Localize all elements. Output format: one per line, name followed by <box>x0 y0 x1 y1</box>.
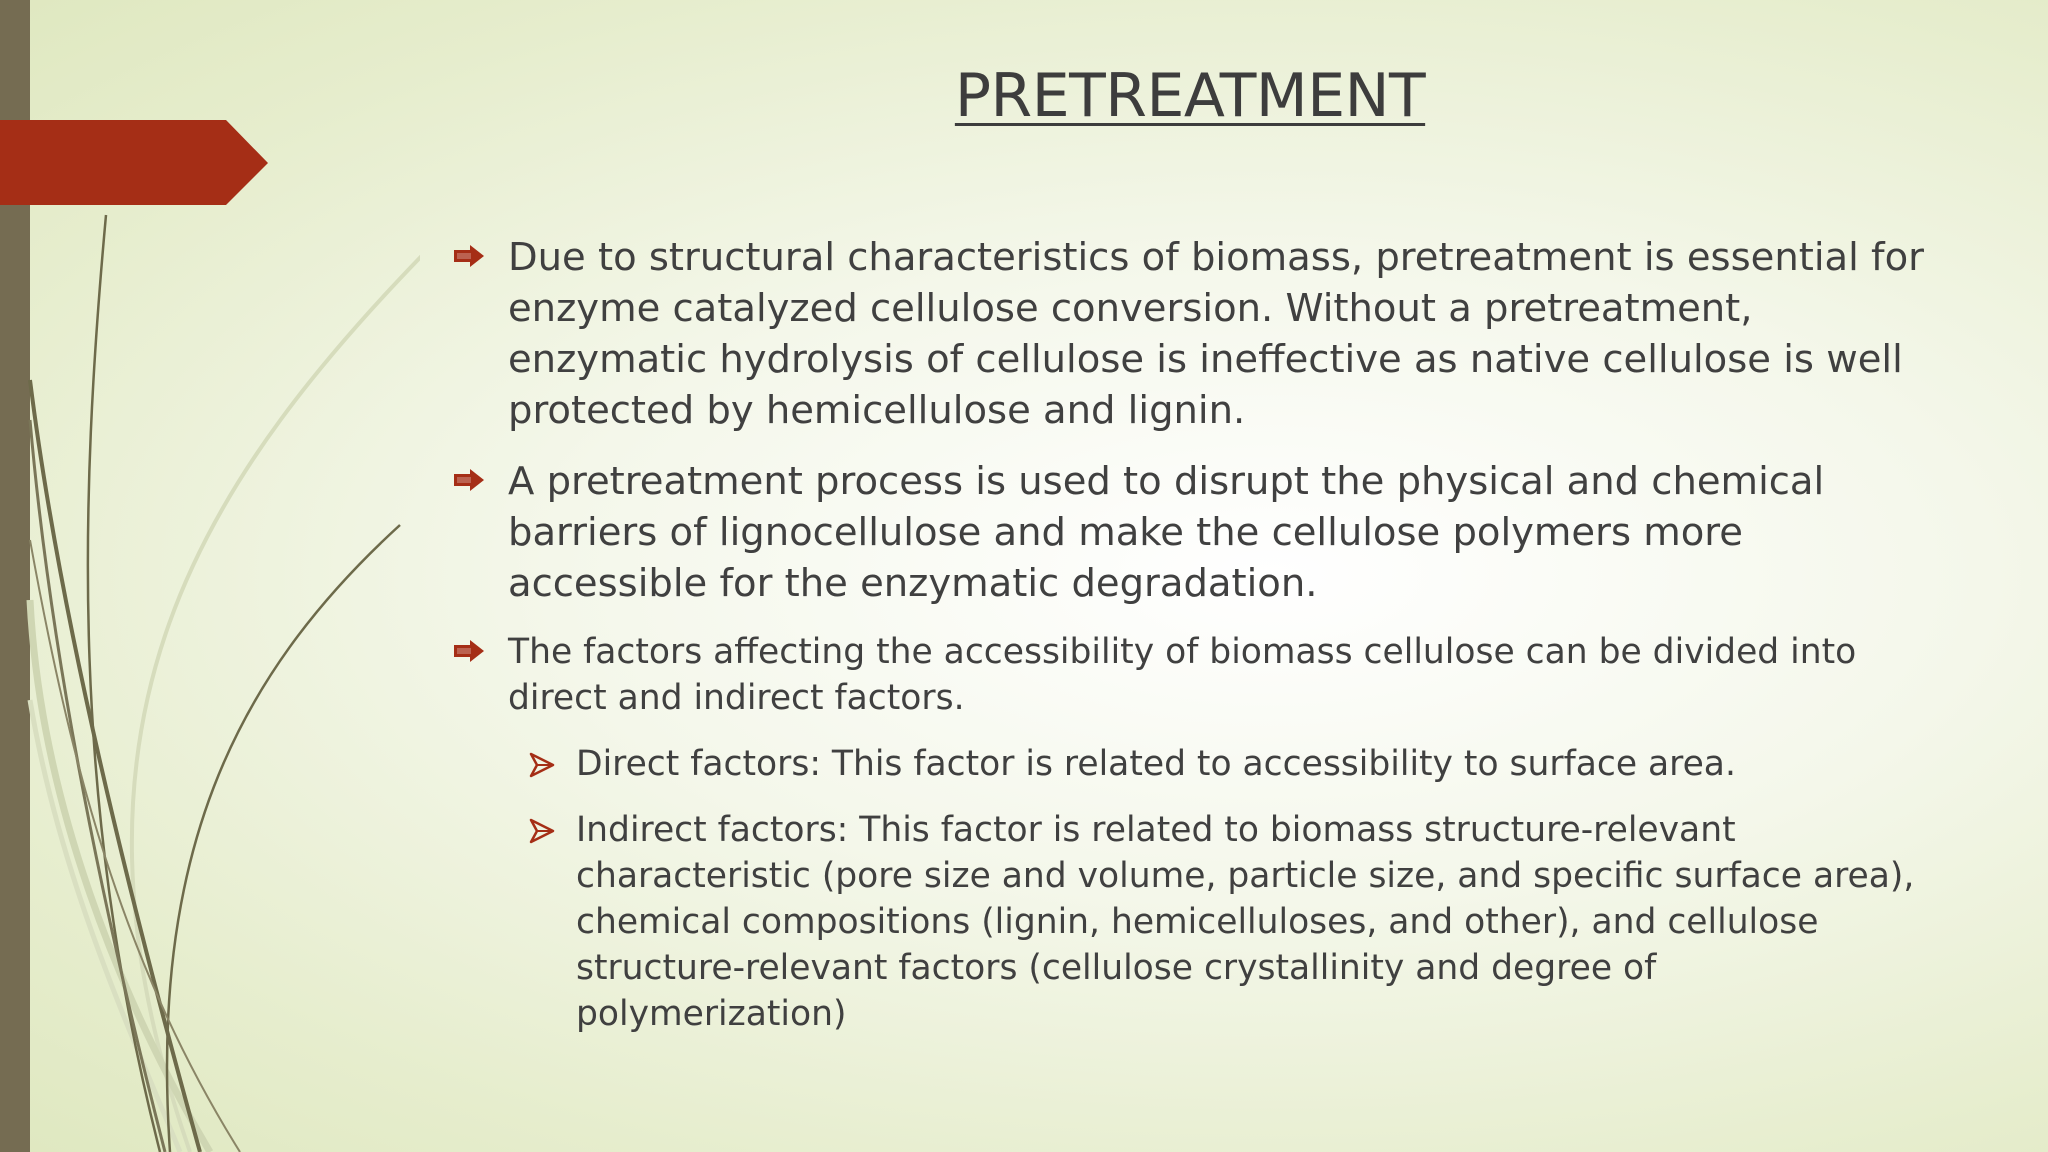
chevron-arrow-icon <box>528 817 556 845</box>
arrow-bullet-icon <box>452 244 486 268</box>
chevron-arrow-icon <box>528 751 556 779</box>
decorative-grass-lines <box>0 0 420 1152</box>
bullet-text: A pretreatment process is used to disrupt the physical and chemical barriers of lignocellulose and make the cellulose polymers more accessible for the enzymatic degradation. <box>508 459 1825 606</box>
bullet-list <box>450 232 1930 1057</box>
list-item <box>450 456 1930 609</box>
arrow-bullet-icon <box>452 639 486 663</box>
list-item <box>450 741 1930 787</box>
bullet-text: The factors affecting the accessibility of biomass cellulose can be divided into direct and indirect factors. <box>508 632 1857 718</box>
list-item <box>450 807 1930 1037</box>
bullet-text: Due to structural characteristics of biomass, pretreatment is essential for enzyme catalyzed cellulose conversion. Without a pretreatment, enzymatic hydrolysis of cellulose is ineffective as native cellulose is well protected by hemicellulose and lignin. <box>508 235 1924 433</box>
list-item <box>450 232 1930 436</box>
sub-bullet-text: Indirect factors: This factor is related to biomass structure-relevant characteristic (pore size and volume, particle size, and specific surface area), chemical compositions (lignin, hemicelluloses, and other), and cellulose structure-relevant factors (cellulose crystallinity and degree of polymerization) <box>576 810 1915 1034</box>
slide-title: PRETREATMENT <box>954 61 1426 131</box>
red-arrow-banner <box>0 120 268 205</box>
list-item <box>450 629 1930 721</box>
sub-bullet-text: Direct factors: This factor is related to accessibility to surface area. <box>576 744 1736 784</box>
arrow-bullet-icon <box>452 468 486 492</box>
